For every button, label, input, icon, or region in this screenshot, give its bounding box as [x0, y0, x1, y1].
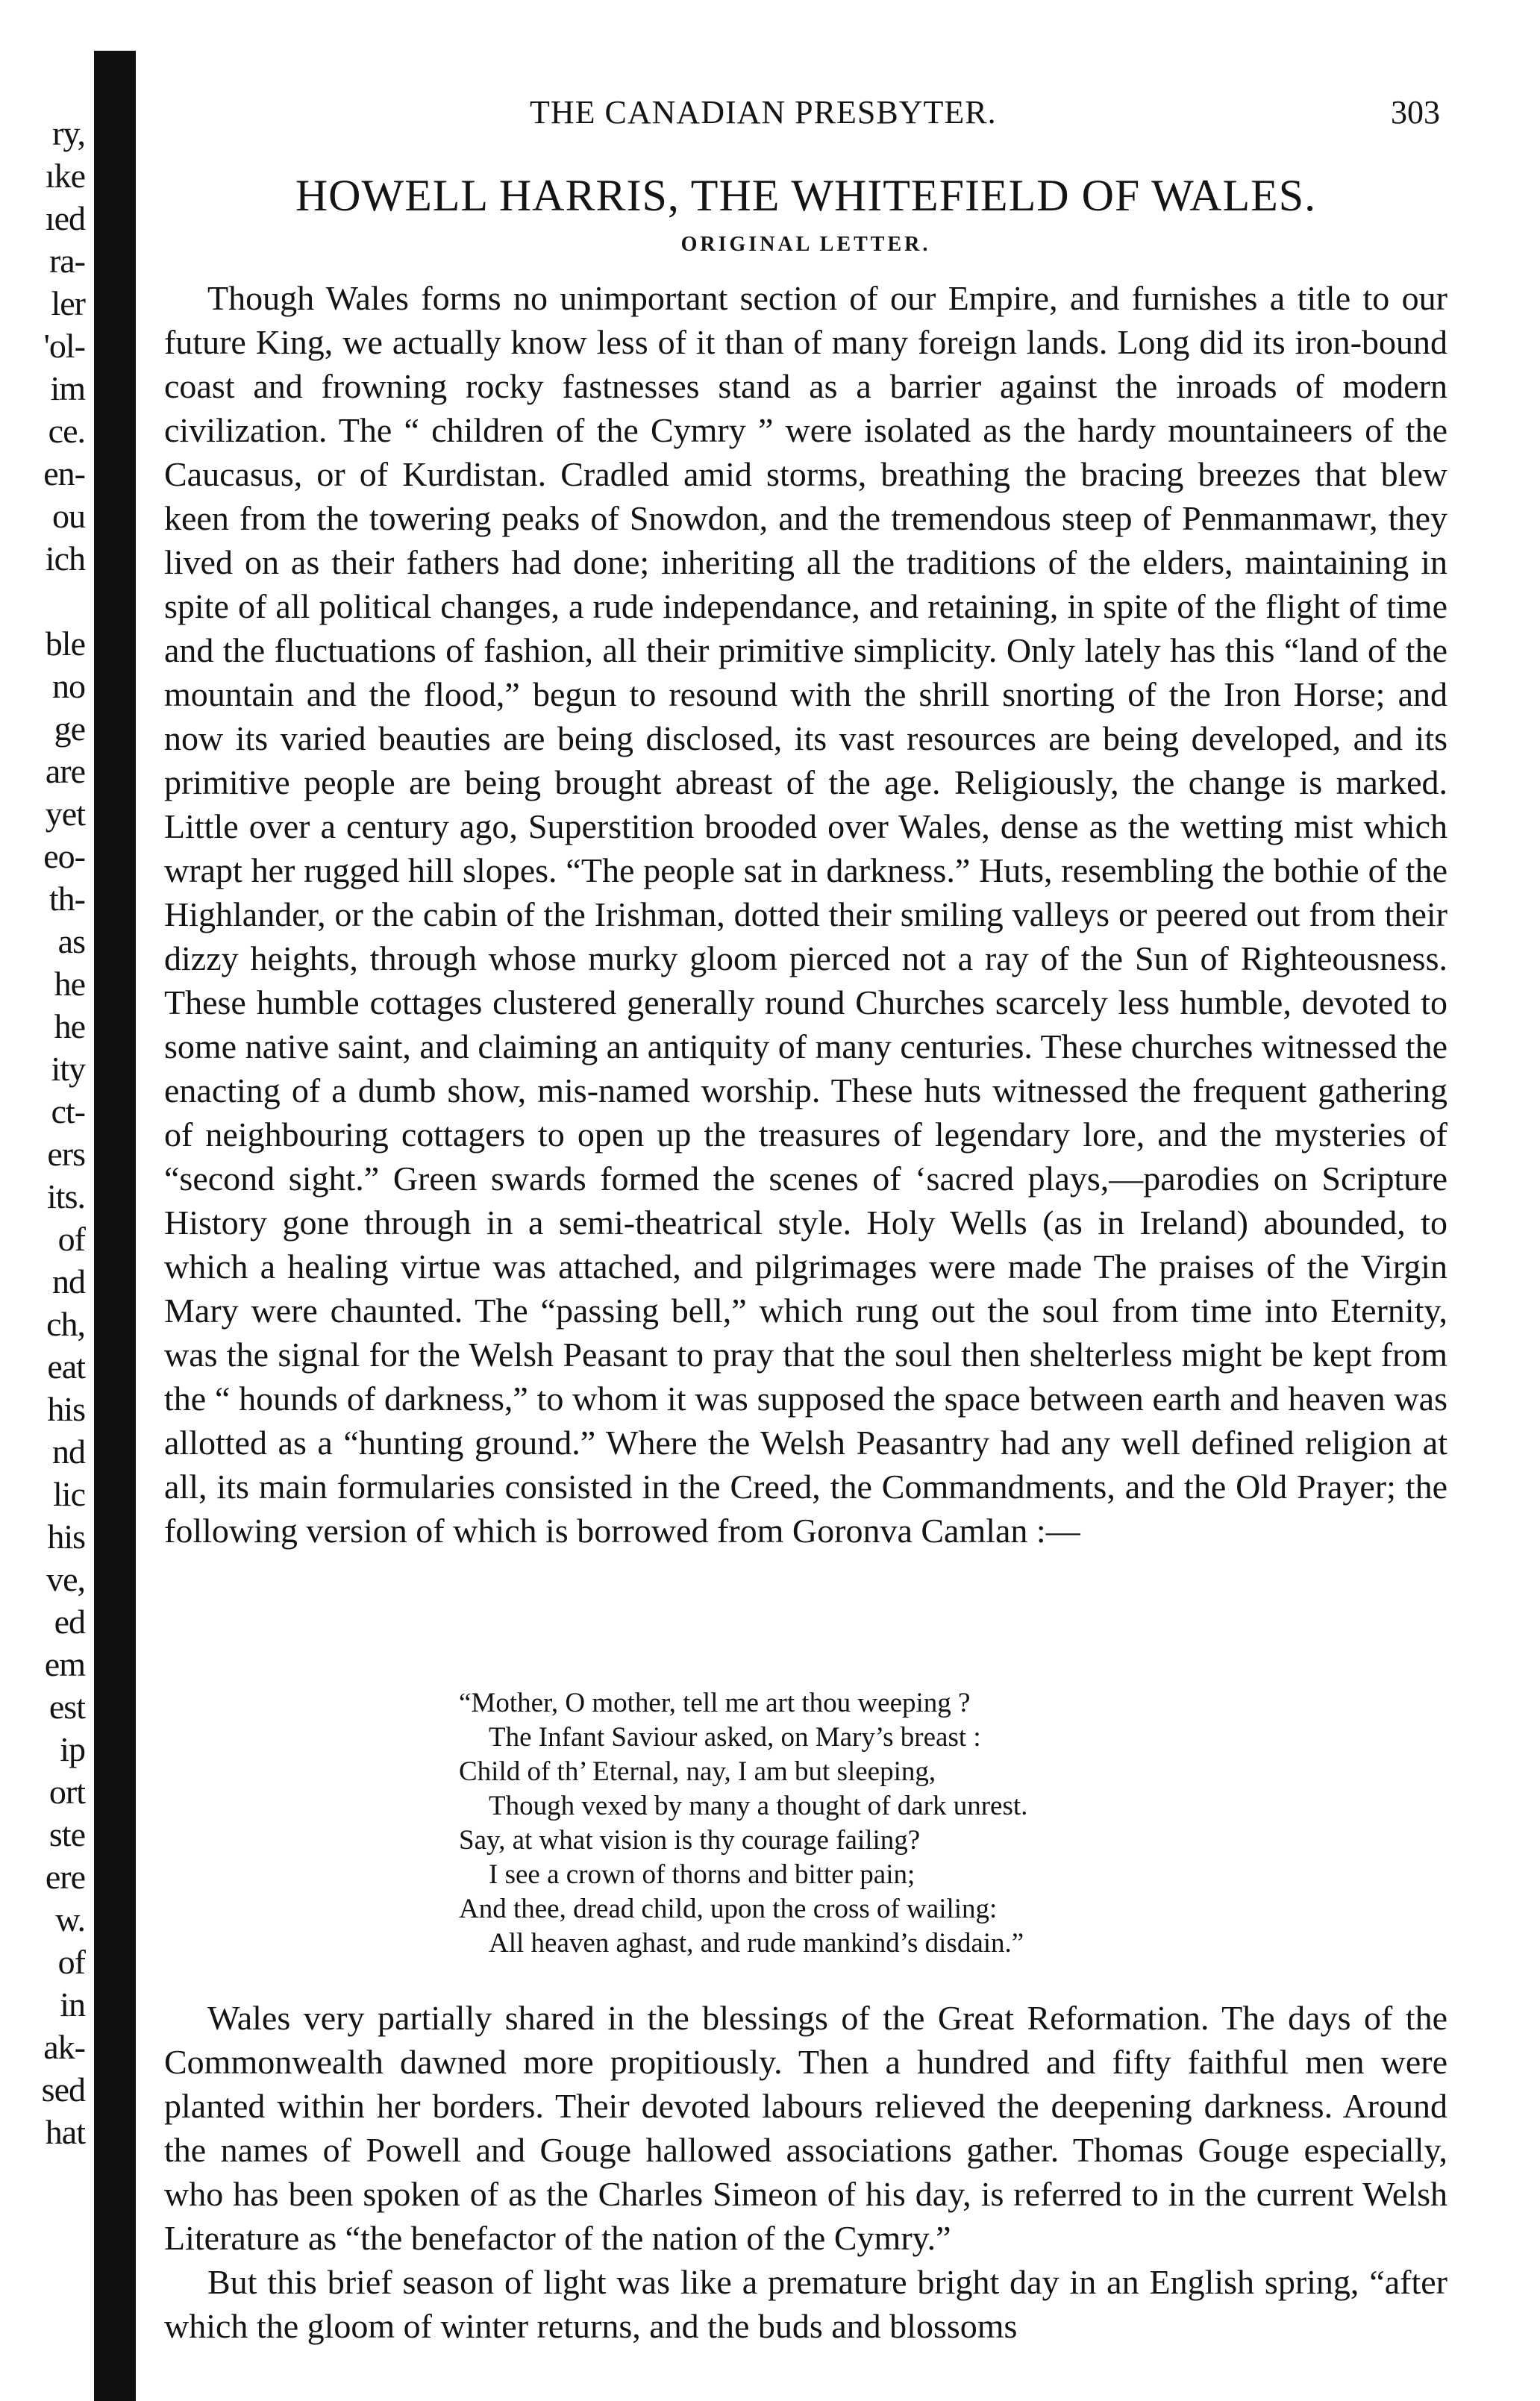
margin-fragment: [0, 580, 90, 622]
margin-fragment: th-: [48, 880, 85, 918]
margin-fragment: nd: [52, 1262, 85, 1300]
poem-line: I see a crown of thorns and bitter pain;: [489, 1859, 915, 1890]
margin-fragment: 'ol-: [43, 327, 85, 365]
margin-fragment: em: [44, 1645, 85, 1683]
margin-fragment: ip: [60, 1730, 85, 1768]
margin-fragment: in: [60, 1985, 85, 2023]
margin-fragment: ble: [45, 624, 85, 663]
margin-fragment: ıke: [45, 157, 85, 195]
poem-line: “Mother, O mother, tell me art thou weeping ?: [459, 1688, 971, 1718]
poem-line: And thee, dread child, upon the cross of wailing:: [459, 1894, 998, 1924]
margin-fragment: ıed: [45, 199, 85, 237]
margin-fragment: ct-: [51, 1092, 85, 1130]
margin-fragment: ed: [54, 1603, 85, 1641]
margin-fragment: ge: [54, 710, 85, 748]
article-body: [164, 276, 1447, 1553]
margin-fragment: est: [48, 1688, 85, 1726]
binding-shadow: [94, 51, 136, 2401]
article-body-continued: [164, 1996, 1447, 2348]
margin-fragment: his: [47, 1518, 85, 1556]
poem-line: Say, at what vision is thy courage failing?: [459, 1825, 921, 1856]
margin-fragment: yet: [45, 795, 85, 833]
article-subtitle: ORIGINAL LETTER.: [680, 233, 931, 256]
margin-fragment: w.: [55, 1900, 85, 1938]
margin-fragment: his: [47, 1390, 85, 1428]
margin-fragment: im: [50, 369, 85, 407]
margin-fragment: eo-: [43, 837, 85, 875]
margin-fragment: ity: [51, 1050, 85, 1088]
running-head: THE CANADIAN PRESBYTER.: [530, 94, 997, 131]
margin-fragment: ak-: [43, 2028, 85, 2066]
poem-verse: [459, 1686, 1280, 1961]
margin-fragment: hat: [45, 2113, 85, 2151]
margin-fragment: he: [54, 1007, 85, 1045]
margin-fragment: ort: [48, 1773, 85, 1811]
margin-fragment: no: [52, 667, 85, 705]
margin-fragment: lic: [53, 1475, 85, 1513]
margin-fragment: ch,: [46, 1305, 85, 1343]
margin-fragment: are: [45, 752, 85, 790]
margin-fragment: of: [57, 1943, 85, 1981]
margin-fragment: eat: [47, 1347, 85, 1386]
article-title: HOWELL HARRIS, THE WHITEFIELD OF WALES.: [295, 171, 1317, 220]
paragraph-1: Though Wales forms no unimportant section of our Empire, and furnishes a title to our future King, we actually know less of it than of many foreign lands. Long did its iron-bound coast and frowning rocky fastnesses stand as a barrier against the inroads of modern civilization. The “ children of the Cymry ” were isolated as the hardy mountaineers of the Caucasus, or of Kurdistan. Cradled amid storms, breathing the bracing breezes that blew keen from the towering peaks of Snowdon, and the tremendous steep of Penmanmawr, they lived on as their fathers had done; inheriting all the traditions of the elders, maintaining in spite of all political changes, a rude independance, and retaining, in spite of the flight of time and the fluctuations of fashion, all their primitive simplicity. Only lately has this “land of the mountain and the flood,” begun to resound with the shrill snorting of the Iron Horse; and now its varied beauties are being disclosed, its vast resources are being developed, and its primitive people are being brought abreast of the age. Religiously, the change is marked. Little over a century ago, Superstition brooded over Wales, dense as the wetting mist which wrapt her rugged hill slopes. “The people sat in darkness.” Huts, resembling the bothie of the Highlander, or the cabin of the Irishman, dotted their smiling valleys or peered out from their dizzy heights, through whose murky gloom pierced not a ray of the Sun of Righteousness. These humble cottages clustered generally round Churches scarcely less humble, devoted to some native saint, and claiming an antiquity of many centuries. These churches witnessed the enacting of a dumb show, mis-named worship. These huts witnessed the frequent gathering of neighbouring cottagers to open up the treasures of legendary lore, and the mysteries of “second sight.” Green swards formed the scenes of ‘sacred plays,—parodies on Scripture History gone through in a semi-theatrical style. Holy Wells (as in Ireland) abounded, to which a healing virtue was attached, and pilgrimages were made The praises of the Virgin Mary were chaunted. The “passing bell,” which rung out the soul from time into Eternity, was the signal for the Welsh Peasant to pray that the soul then shelterless might be kept from the “ hounds of darkness,” to whom it was supposed the space between earth and heaven was allotted as a “hunting ground.” Where the Welsh Peasantry had any well defined religion at all, its main formularies consisted in the Creed, the Commandments, and the Old Prayer; the following version of which is borrowed from Goronva Camlan :—: [164, 279, 1447, 1550]
previous-page-margin-fragments: [0, 112, 90, 2153]
poem-line: All heaven aghast, and rude mankind’s disdain.”: [489, 1928, 1024, 1959]
margin-fragment: ers: [47, 1135, 85, 1173]
margin-fragment: ste: [48, 1815, 85, 1853]
margin-fragment: en-: [43, 454, 85, 492]
margin-fragment: ere: [45, 1858, 85, 1896]
poem-line: Though vexed by many a thought of dark unrest.: [489, 1791, 1028, 1821]
margin-fragment: ler: [51, 284, 85, 322]
paragraph-3: But this brief season of light was like a premature bright day in an English spring, “after which the gloom of winter returns, and the buds and blossoms: [164, 2263, 1447, 2345]
margin-fragment: ce.: [48, 412, 85, 450]
margin-fragment: nd: [52, 1433, 85, 1471]
poem-line: The Infant Saviour asked, on Mary’s breast :: [489, 1722, 981, 1753]
margin-fragment: ry,: [52, 114, 85, 152]
margin-fragment: ich: [45, 539, 85, 577]
paragraph-2: Wales very partially shared in the blessings of the Great Reformation. The days of the Commonwealth dawned more propitiously. Then a hundred and fifty faithful men were planted within her borders. Their devoted labours relieved the deepening darkness. Around the names of Powell and Gouge hallowed associations gather. Thomas Gouge especially, who has been spoken of as the Charles Simeon of his day, is referred to in the current Welsh Literature as “the benefactor of the nation of the Cymry.”: [164, 1999, 1447, 2257]
margin-fragment: of: [57, 1220, 85, 1258]
page-header: [172, 93, 1440, 145]
margin-fragment: ra-: [48, 242, 85, 280]
margin-fragment: as: [57, 922, 85, 960]
margin-fragment: its.: [47, 1177, 85, 1215]
margin-fragment: ou: [52, 497, 85, 535]
poem-line: Child of th’ Eternal, nay, I am but sleeping,: [459, 1756, 936, 1787]
page-number: 303: [1391, 94, 1440, 131]
margin-fragment: ve,: [46, 1560, 85, 1598]
margin-fragment: he: [54, 965, 85, 1003]
margin-fragment: sed: [41, 2070, 85, 2109]
